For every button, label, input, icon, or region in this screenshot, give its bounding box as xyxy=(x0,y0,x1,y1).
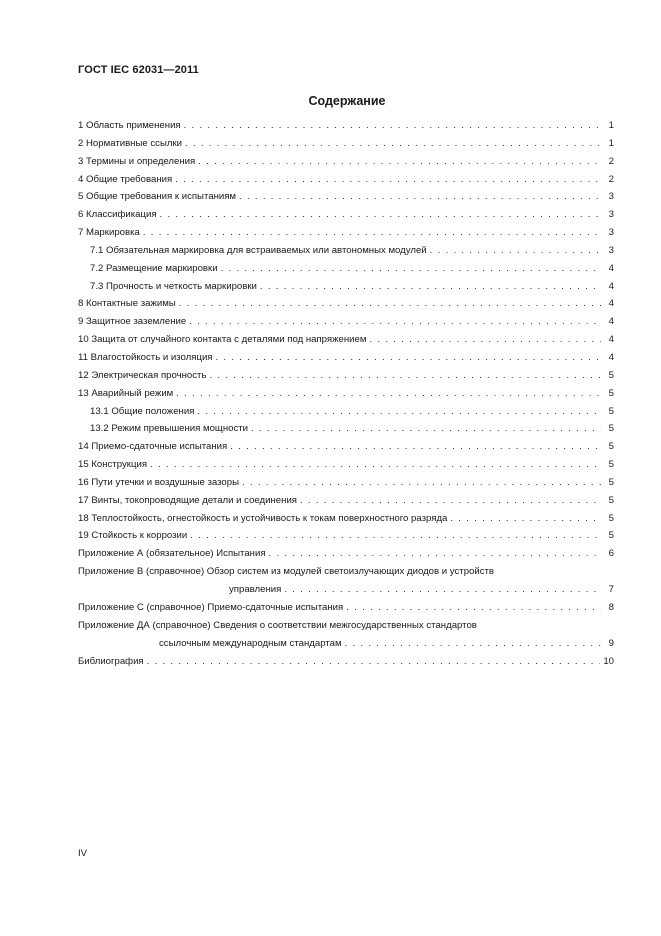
toc-entry-label: 7 Маркировка xyxy=(78,227,143,239)
toc-entry-label: 7.3 Прочность и четкость маркировки xyxy=(90,281,260,293)
toc-leader-dots xyxy=(209,370,601,382)
toc-leader-dots xyxy=(369,334,601,346)
toc-leader-dots xyxy=(430,245,601,257)
toc-entry-label: 9 Защитное заземление xyxy=(78,316,189,328)
toc-leader-dots xyxy=(300,495,601,507)
toc-entry-label: 5 Общие требования к испытаниям xyxy=(78,191,239,203)
toc-leader-dots xyxy=(143,227,601,239)
toc-entry[interactable] xyxy=(78,388,614,400)
toc-entry-label: 4 Общие требования xyxy=(78,174,175,186)
toc-subentry[interactable] xyxy=(78,423,614,435)
toc-entry[interactable] xyxy=(78,602,614,614)
toc-leader-dots xyxy=(189,316,601,328)
toc-entry-label: Приложение А (обязательное) Испытания xyxy=(78,548,269,560)
toc-leader-dots xyxy=(346,602,601,614)
toc-entry[interactable] xyxy=(78,120,614,132)
toc-entry[interactable] xyxy=(78,656,614,668)
toc-leader-dots xyxy=(251,423,601,435)
toc-entry[interactable] xyxy=(78,209,614,221)
toc-leader-dots xyxy=(190,530,601,542)
toc-entry[interactable] xyxy=(78,441,614,453)
toc-subentry[interactable] xyxy=(78,263,614,275)
toc-entry[interactable] xyxy=(78,138,614,150)
toc-entry-label: 15 Конструкция xyxy=(78,459,150,471)
toc-leader-dots xyxy=(269,548,601,560)
toc-entry[interactable] xyxy=(78,477,614,489)
toc-page-number: 3 xyxy=(608,191,614,203)
toc-entry[interactable] xyxy=(78,156,614,168)
toc-page-number: 5 xyxy=(608,512,614,524)
toc-entry-label: Библиография xyxy=(78,656,147,668)
toc-leader-dots xyxy=(230,441,601,453)
toc-leader-dots xyxy=(197,406,601,418)
toc-entry-label: Приложение С (справочное) Приемо-сдаточные испытания xyxy=(78,602,346,614)
toc-entry-label: 10 Защита от случайного контакта с деталями под напряжением xyxy=(78,334,369,346)
toc-entry[interactable] xyxy=(78,316,614,328)
toc-page-number: 4 xyxy=(608,298,614,310)
toc-leader-dots xyxy=(345,638,601,650)
page-folio: IV xyxy=(78,848,88,859)
toc-entry[interactable] xyxy=(78,566,614,596)
toc-page-number: 4 xyxy=(608,280,614,292)
toc-entry-label: 12 Электрическая прочность xyxy=(78,370,209,382)
toc-entry-label: 7.1 Обязательная маркировка для встраиваемых или автономных модулей xyxy=(90,245,430,257)
toc-leader-dots xyxy=(147,656,601,668)
toc-leader-dots xyxy=(185,138,601,150)
toc-subentry[interactable] xyxy=(78,281,614,293)
toc-leader-dots xyxy=(175,174,601,186)
toc-entry[interactable] xyxy=(78,548,614,560)
toc-leader-dots xyxy=(284,584,601,596)
toc-entry-label-continuation: управления xyxy=(229,584,284,596)
toc-entry[interactable] xyxy=(78,459,614,471)
toc-entry-label: 2 Нормативные ссылки xyxy=(78,138,185,150)
toc-page-number: 5 xyxy=(608,459,614,471)
toc-page-number: 3 xyxy=(608,244,614,256)
toc-page-number: 1 xyxy=(608,120,614,131)
toc-entry-label: 13 Аварийный режим xyxy=(78,388,176,400)
toc-leader-dots xyxy=(198,156,601,168)
toc-entry[interactable] xyxy=(78,334,614,346)
toc-entry-label: 16 Пути утечки и воздушные зазоры xyxy=(78,477,242,489)
toc-page-number: 4 xyxy=(608,334,614,346)
toc-page-number: 5 xyxy=(608,387,614,399)
toc-entry-label: 13.1 Общие положения xyxy=(90,406,197,418)
toc-page-number: 4 xyxy=(608,316,614,328)
toc-entry-label: 19 Стойкость к коррозии xyxy=(78,530,190,542)
toc-leader-dots xyxy=(239,191,601,203)
toc-leader-dots xyxy=(450,513,601,525)
toc-entry[interactable] xyxy=(78,227,614,239)
toc-leader-dots xyxy=(184,120,601,132)
toc-page-number: 6 xyxy=(608,548,614,560)
toc-leader-dots xyxy=(216,352,602,364)
toc-page-number: 7 xyxy=(608,584,614,596)
toc-entry-label: 14 Приемо-сдаточные испытания xyxy=(78,441,230,453)
toc-page-number: 5 xyxy=(608,423,614,435)
toc-entry-label: 11 Влагостойкость и изоляция xyxy=(78,352,216,364)
toc-page-number: 8 xyxy=(608,601,614,613)
toc-entry-label: 6 Классификация xyxy=(78,209,160,221)
toc-entry[interactable] xyxy=(78,191,614,203)
toc-leader-dots xyxy=(242,477,601,489)
toc-entry-label-continuation: ссылочным международным стандартам xyxy=(159,638,345,650)
toc-page-number: 2 xyxy=(608,155,614,167)
toc-page-number: 5 xyxy=(608,476,614,488)
toc-leader-dots xyxy=(260,281,601,293)
toc-page-number: 10 xyxy=(603,655,614,667)
toc-entry-label: 8 Контактные зажимы xyxy=(78,298,179,310)
toc-leader-dots xyxy=(160,209,601,221)
toc-entry[interactable] xyxy=(78,620,614,650)
toc-entry-label: 13.2 Режим превышения мощности xyxy=(90,423,251,435)
toc-page-number: 3 xyxy=(608,227,614,239)
toc-entry-label: 3 Термины и определения xyxy=(78,156,198,168)
toc-entry[interactable] xyxy=(78,530,614,542)
toc-leader-dots xyxy=(221,263,601,275)
toc-entry[interactable] xyxy=(78,495,614,507)
toc-page-number: 3 xyxy=(608,209,614,221)
table-of-contents xyxy=(78,120,614,673)
toc-entry[interactable] xyxy=(78,513,614,525)
toc-page-number: 5 xyxy=(608,441,614,453)
toc-entry-label: Приложение ДА (справочное) Сведения о соответствии межгосударственных стандартов xyxy=(78,619,477,631)
toc-entry[interactable] xyxy=(78,174,614,186)
toc-entry-label: 18 Теплостойкость, огнестойкость и устойчивость к токам поверхностного разряда xyxy=(78,513,450,525)
toc-entry[interactable] xyxy=(78,298,614,310)
toc-page-number: 4 xyxy=(608,351,614,363)
toc-entry[interactable] xyxy=(78,352,614,364)
toc-page-number: 4 xyxy=(608,262,614,274)
toc-page-number: 9 xyxy=(608,637,614,649)
toc-page-number: 5 xyxy=(608,405,614,417)
toc-entry-label: 1 Область применения xyxy=(78,120,184,132)
toc-leader-dots xyxy=(179,298,601,310)
toc-leader-dots xyxy=(176,388,601,400)
toc-entry[interactable] xyxy=(78,370,614,382)
standard-designation: ГОСТ IEC 62031—2011 xyxy=(78,64,199,76)
toc-leader-dots xyxy=(150,459,601,471)
toc-page-number: 2 xyxy=(608,173,614,185)
toc-page-number: 1 xyxy=(608,137,614,149)
toc-page-number: 5 xyxy=(608,494,614,506)
toc-entry-label: 7.2 Размещение маркировки xyxy=(90,263,221,275)
toc-page-number: 5 xyxy=(608,369,614,381)
toc-entry-label: 17 Винты, токопроводящие детали и соединения xyxy=(78,495,300,507)
toc-subentry[interactable] xyxy=(78,406,614,418)
toc-page-number: 5 xyxy=(608,530,614,542)
toc-title: Содержание xyxy=(308,94,386,108)
toc-entry-label: Приложение В (справочное) Обзор систем из модулей светоизлучающих диодов и устройств xyxy=(78,566,495,578)
toc-subentry[interactable] xyxy=(78,245,614,257)
